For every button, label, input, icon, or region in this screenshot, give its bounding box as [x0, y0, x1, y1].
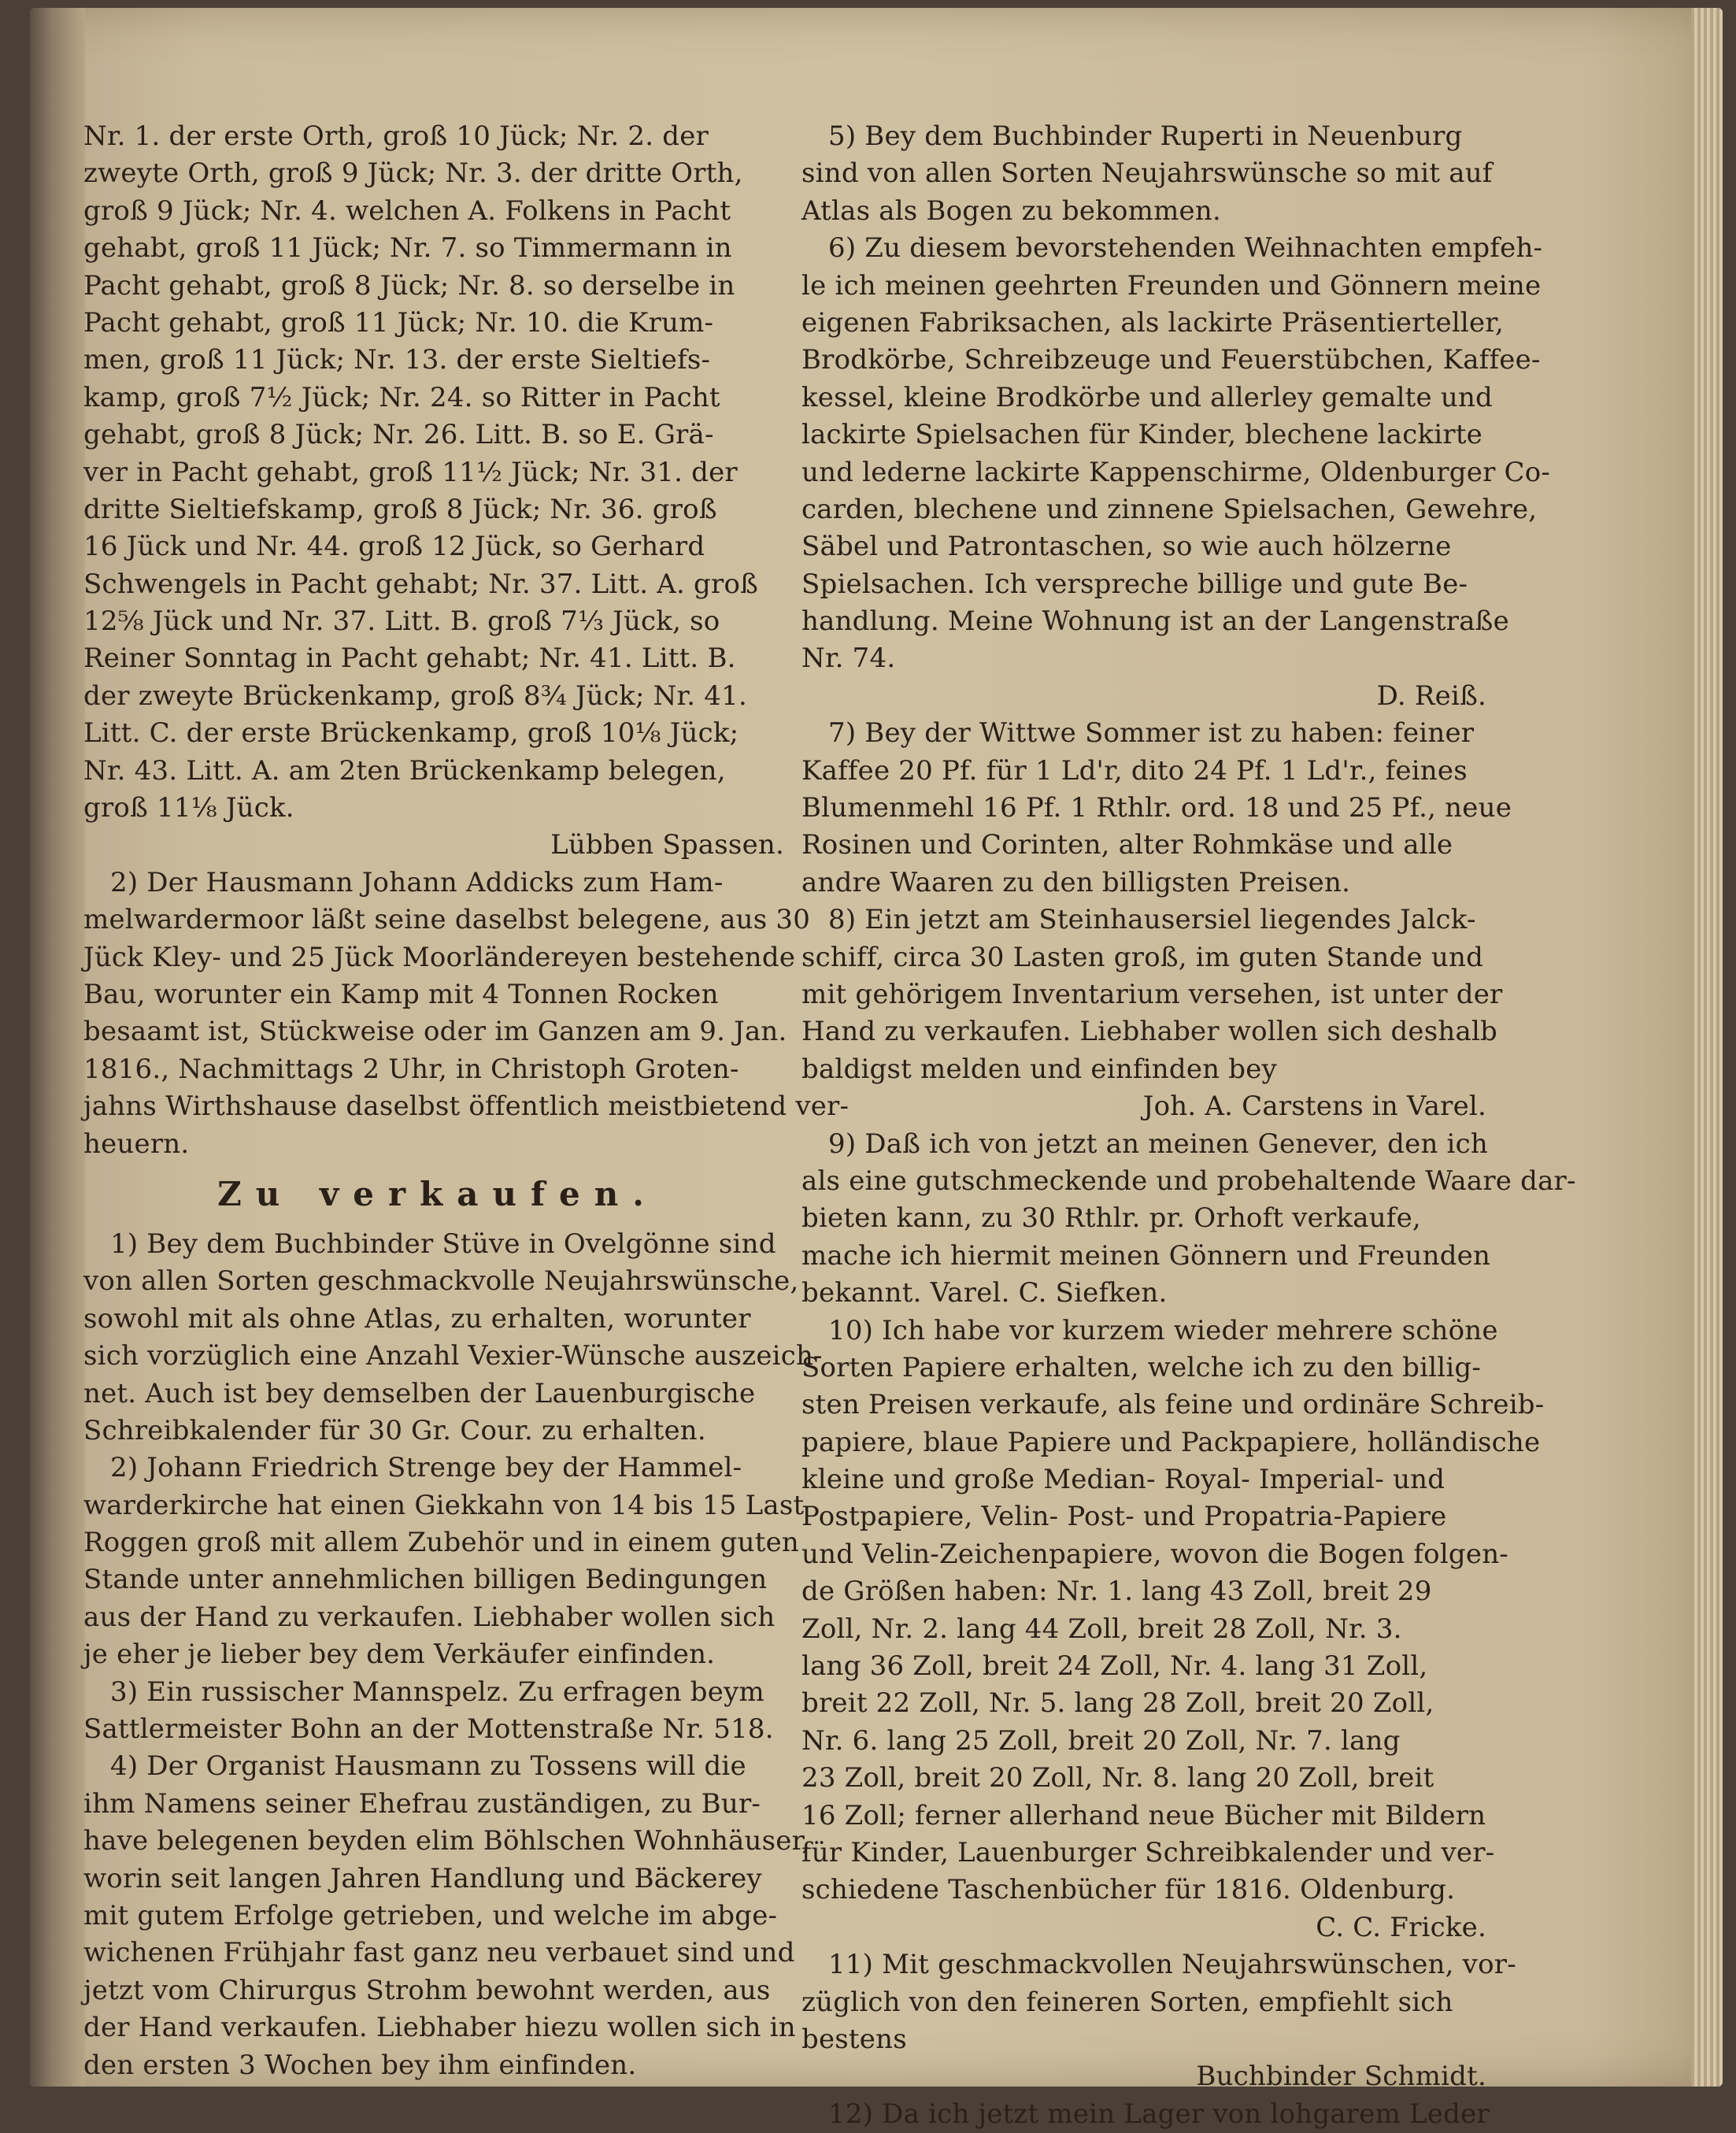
text-line: 11) Mit geschmackvollen Neujahrswünschen, vor- — [828, 1949, 1516, 1981]
text-line: mit gehörigem Inventarium versehen, ist unter der — [801, 978, 1503, 1010]
text-line: 7) Bey der Wittwe Sommer ist zu haben: feiner — [828, 717, 1475, 750]
text-line: 9) Daß ich von jetzt an meinen Genever, den ich — [828, 1128, 1488, 1160]
text-line: 8) Ein jetzt am Steinhausersiel liegendes Jalck- — [828, 904, 1476, 936]
text-line: besaamt ist, Stückweise oder im Ganzen am 9. Jan. — [83, 1016, 787, 1048]
ad-5-ruperti — [801, 118, 1494, 230]
signature-schmidt: Buchbinder Schmidt. — [1196, 2061, 1486, 2093]
ad-10-papiere — [801, 1313, 1545, 1909]
text-line: de Größen haben: Nr. 1. lang 43 Zoll, breit 29 — [801, 1576, 1432, 1608]
text-line: mache ich hiermit meinen Gönnern und Freunden — [801, 1239, 1491, 1272]
text-line: sowohl mit als ohne Atlas, zu erhalten, worunter — [83, 1302, 751, 1335]
signature-d-reiss: D. Reiß. — [1376, 680, 1486, 712]
text-line: groß 9 Jück; Nr. 4. welchen A. Folkens in Pacht — [83, 194, 731, 227]
text-line: kleine und große Median- Royal- Imperial- und — [801, 1464, 1445, 1496]
text-line: Hand zu verkaufen. Liebhaber wollen sich deshalb — [801, 1016, 1497, 1048]
ad-2-strenge — [83, 1450, 805, 1673]
text-line: Atlas als Bogen zu bekommen. — [801, 194, 1221, 227]
text-line: 12⅝ Jück und Nr. 37. Litt. B. groß 7⅓ Jück, so — [83, 605, 720, 638]
text-line: lang 36 Zoll, breit 24 Zoll, Nr. 4. lang 31 Zoll, — [801, 1650, 1428, 1683]
text-line: Sattlermeister Bohn an der Mottenstraße Nr. 518. — [83, 1713, 774, 1746]
ad-3-mannspelz — [83, 1674, 792, 1749]
text-line: sind von allen Sorten Neujahrswünsche so mit auf — [801, 157, 1493, 190]
text-line: ver in Pacht gehabt, groß 11½ Jück; Nr. 31. der — [83, 456, 738, 488]
signature-carstens: Joh. A. Carstens in Varel. — [1142, 1091, 1486, 1123]
text-line: für Kinder, Lauenburger Schreibkalender und ver- — [801, 1836, 1495, 1868]
text-line: Reiner Sonntag in Pacht gehabt; Nr. 41. Litt. B. — [83, 642, 736, 675]
text-line: bieten kann, zu 30 Rthlr. pr. Orhoft verkaufe, — [801, 1202, 1421, 1235]
text-line: mit gutem Erfolge getrieben, und welche im abge- — [83, 1899, 778, 1931]
text-line: Zoll, Nr. 2. lang 44 Zoll, breit 28 Zoll, Nr. 3. — [801, 1613, 1402, 1645]
ad-8-jalckschiff — [801, 902, 1503, 1088]
text-line: Nr. 1. der erste Orth, groß 10 Jück; Nr. 2. der — [83, 120, 709, 152]
text-line: Jück Kley- und 25 Jück Moorländereyen bestehende — [83, 941, 796, 973]
ad-11-neujahrswuensche — [801, 1946, 1516, 2058]
text-line: sich vorzüglich eine Anzahl Vexier-Wünsche auszeich- — [83, 1340, 823, 1372]
text-line: wichenen Frühjahr fast ganz neu verbauet sind und — [83, 1937, 795, 1969]
text-line: den ersten 3 Wochen bey ihm einfinden. — [83, 2049, 637, 2081]
ad-1-stueve — [83, 1226, 823, 1450]
right-column — [801, 118, 1576, 2133]
text-line: dritte Sieltiefskamp, groß 8 Jück; Nr. 36. groß — [83, 493, 717, 525]
ad-4-hausmann — [83, 1748, 811, 2084]
text-line: papiere, blaue Papiere und Packpapiere, holländische — [801, 1426, 1541, 1458]
text-line: Pacht gehabt, groß 8 Jück; Nr. 8. so derselbe in — [83, 269, 735, 302]
text-line: Kaffee 20 Pf. für 1 Ld'r, dito 24 Pf. 1 Ld'r., feines — [801, 754, 1468, 787]
text-line: 6) Zu diesem bevorstehenden Weihnachten empfeh- — [828, 232, 1543, 265]
text-line: und lederne lackirte Kappenschirme, Oldenburger Co- — [801, 456, 1551, 488]
text-line: 2) Der Hausmann Johann Addicks zum Ham- — [110, 866, 724, 898]
signature-fricke: C. C. Fricke. — [1316, 1911, 1486, 1943]
text-line: schiff, circa 30 Lasten groß, im guten Stande und — [801, 941, 1484, 973]
text-line: Blumenmehl 16 Pf. 1 Rthlr. ord. 18 und 25 Pf., neue — [801, 792, 1512, 824]
text-line: bestens — [801, 2023, 907, 2055]
ad-6-weihnachten — [801, 230, 1551, 678]
text-line: 1816., Nachmittags 2 Uhr, in Christoph Groten- — [83, 1053, 739, 1085]
text-line: gehabt, groß 11 Jück; Nr. 7. so Timmermann in — [83, 232, 732, 265]
paragraph-addicks-lease — [83, 865, 849, 1163]
text-line: Litt. C. der erste Brückenkamp, groß 10⅛ Jück; — [83, 717, 739, 750]
text-line: 12) Da ich jetzt mein Lager von lohgarem Leder — [828, 2098, 1490, 2130]
signature-luebben-spassen: Lübben Spassen. — [550, 829, 784, 861]
text-line: Säbel und Patrontaschen, so wie auch hölzerne — [801, 531, 1452, 563]
text-line: Spielsachen. Ich verspreche billige und gute Be- — [801, 568, 1468, 600]
text-line: net. Auch ist bey demselben der Lauenburgische — [83, 1377, 756, 1409]
text-line: gehabt, groß 8 Jück; Nr. 26. Litt. B. so E. Grä- — [83, 419, 714, 451]
text-line: züglich von den feineren Sorten, empfiehlt sich — [801, 1986, 1453, 2018]
text-line: men, groß 11 Jück; Nr. 13. der erste Sieltiefs- — [83, 344, 711, 376]
text-line: aus der Hand zu verkaufen. Liebhaber wollen sich — [83, 1601, 775, 1633]
text-line: der Hand verkaufen. Liebhaber hiezu wollen sich in — [83, 2012, 796, 2044]
text-line: als eine gutschmeckende und probehaltende Waare dar- — [801, 1165, 1576, 1197]
text-line: warderkirche hat einen Giekkahn von 14 bis 15 Last — [83, 1489, 805, 1521]
text-line: Postpapiere, Velin- Post- und Propatria-Papiere — [801, 1501, 1447, 1533]
book-spine — [30, 8, 85, 2087]
ad-7-sommer — [801, 715, 1512, 902]
text-line: baldigst melden und einfinden bey — [801, 1053, 1277, 1085]
text-line: Brodkörbe, Schreibzeuge und Feuerstübchen, Kaffee- — [801, 344, 1541, 376]
text-line: und Velin-Zeichenpapiere, wovon die Bogen folgen- — [801, 1538, 1508, 1570]
text-line: je eher je lieber bey dem Verkäufer einfinden. — [83, 1639, 716, 1671]
text-line: bekannt. Varel. C. Siefken. — [801, 1277, 1168, 1309]
text-line: eigenen Fabriksachen, als lackirte Präsentierteller, — [801, 306, 1505, 339]
ad-12-leder — [801, 2096, 1494, 2133]
text-line: 2) Johann Friedrich Strenge bey der Hammel- — [110, 1452, 742, 1484]
text-line: 3) Ein russischer Mannspelz. Zu erfragen beym — [110, 1676, 764, 1708]
text-line: carden, blechene und zinnene Spielsachen, Gewehre, — [801, 493, 1538, 525]
text-line: ihm Namens seiner Ehefrau zuständigen, zu Bur- — [83, 1787, 761, 1820]
text-line: jetzt vom Chirurgus Strohm bewohnt werden, aus — [83, 1974, 771, 2006]
text-line: andre Waaren zu den billigsten Preisen. — [801, 866, 1351, 898]
section-heading-zu-verkaufen: Zu verkaufen. — [217, 1174, 658, 1213]
text-line: Schreibkalender für 30 Gr. Cour. zu erhalten. — [83, 1414, 706, 1446]
text-line: 10) Ich habe vor kurzem wieder mehrere schöne — [828, 1314, 1498, 1346]
text-line: 5) Bey dem Buchbinder Ruperti in Neuenburg — [828, 120, 1463, 152]
text-line: Schwengels in Pacht gehabt; Nr. 37. Litt. A. groß — [83, 568, 759, 600]
ad-9-genever — [801, 1126, 1576, 1313]
text-line: Nr. 6. lang 25 Zoll, breit 20 Zoll, Nr. 7. lang — [801, 1724, 1401, 1757]
text-line: Roggen groß mit allem Zubehör und in einem guten — [83, 1527, 799, 1559]
text-line: jahns Wirthshause daselbst öffentlich meistbietend ver- — [83, 1091, 849, 1123]
text-line: lackirte Spielsachen für Kinder, blechene lackirte — [801, 419, 1482, 451]
text-line: 23 Zoll, breit 20 Zoll, Nr. 8. lang 20 Zoll, breit — [801, 1762, 1434, 1794]
text-line: der zweyte Brückenkamp, groß 8¾ Jück; Nr. 41. — [83, 680, 747, 712]
text-line: sten Preisen verkaufe, als feine und ordinäre Schreib- — [801, 1389, 1545, 1421]
text-line: handlung. Meine Wohnung ist an der Langenstraße — [801, 605, 1509, 638]
text-line: 16 Zoll; ferner allerhand neue Bücher mit Bildern — [801, 1799, 1486, 1831]
text-line: schiedene Taschenbücher für 1816. Oldenburg. — [801, 1874, 1456, 1906]
text-line: heuern. — [83, 1128, 190, 1160]
text-line: have belegenen beyden elim Böhlschen Wohnhäuser, — [83, 1825, 811, 1857]
text-line: Sorten Papiere erhalten, welche ich zu den billig- — [801, 1351, 1482, 1383]
text-line: 1) Bey dem Buchbinder Stüve in Ovelgönne sind — [110, 1228, 776, 1260]
text-line: Nr. 43. Litt. A. am 2ten Brückenkamp belegen, — [83, 754, 726, 787]
paragraph-field-list — [83, 118, 792, 827]
text-line: kamp, groß 7½ Jück; Nr. 24. so Ritter in Pacht — [83, 381, 720, 413]
newspaper-page — [30, 8, 1723, 2130]
text-line: Rosinen und Corinten, alter Rohmkäse und alle — [801, 829, 1453, 861]
text-line: 16 Jück und Nr. 44. groß 12 Jück, so Gerhard — [83, 531, 705, 563]
text-line: zweyte Orth, groß 9 Jück; Nr. 3. der dritte Orth, — [83, 157, 743, 190]
text-line: Nr. 74. — [801, 642, 896, 675]
text-line: von allen Sorten geschmackvolle Neujahrswünsche, — [83, 1265, 799, 1298]
text-line: Pacht gehabt, groß 11 Jück; Nr. 10. die Krum- — [83, 306, 714, 339]
text-line: Bau, worunter ein Kamp mit 4 Tonnen Rocken — [83, 978, 719, 1010]
text-line: 4) Der Organist Hausmann zu Tossens will die — [110, 1750, 746, 1783]
page-edges — [1691, 8, 1723, 2087]
text-line: worin seit langen Jahren Handlung und Bäckerey — [83, 1862, 762, 1894]
text-line: breit 22 Zoll, Nr. 5. lang 28 Zoll, breit 20 Zoll, — [801, 1687, 1434, 1720]
text-line: Stande unter annehmlichen billigen Bedingungen — [83, 1564, 768, 1596]
text-line: le ich meinen geehrten Freunden und Gönnern meine — [801, 269, 1542, 302]
text-line: kessel, kleine Brodkörbe und allerley gemalte und — [801, 381, 1494, 413]
text-line: melwardermoor läßt seine daselbst belegene, aus 30 — [83, 904, 811, 936]
text-line: groß 11⅛ Jück. — [83, 792, 294, 824]
